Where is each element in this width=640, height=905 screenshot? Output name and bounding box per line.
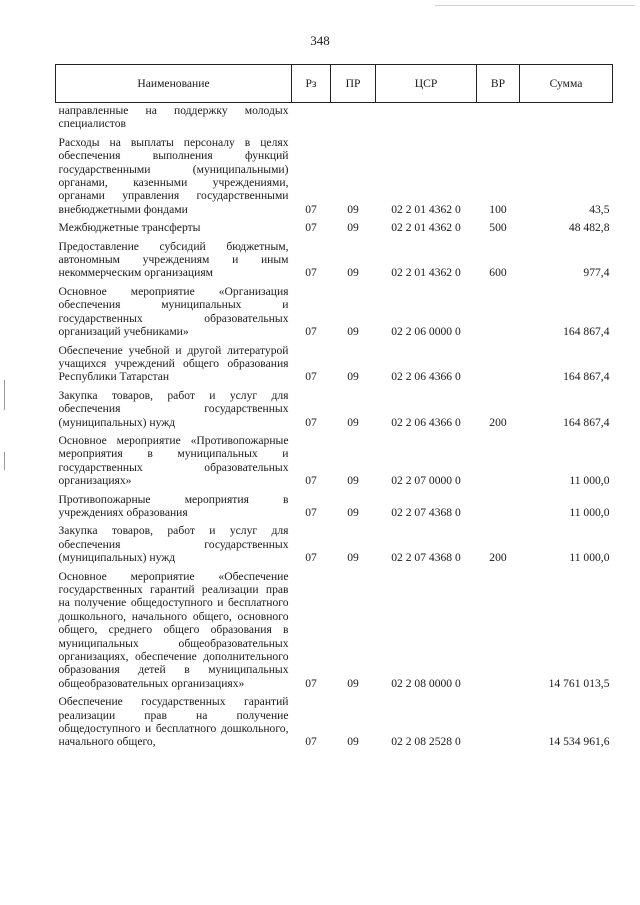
row-vr: 100 bbox=[489, 202, 507, 216]
row-name: Обеспечение учебной и другой литературой учащихся учреждений общего образования Республики Татарстан bbox=[58, 343, 289, 384]
row-pr: 09 bbox=[347, 551, 359, 565]
table-header-row bbox=[56, 65, 613, 103]
row-rz: 07 bbox=[305, 221, 317, 235]
row-vr: 600 bbox=[489, 266, 507, 280]
row-pr: 09 bbox=[347, 505, 359, 519]
page-number: 348 bbox=[310, 33, 330, 48]
row-sum: 11 000,0 bbox=[569, 474, 610, 488]
row-name: Межбюджетные трансферты bbox=[58, 221, 201, 235]
header-rz: Рз bbox=[292, 65, 331, 103]
table-row bbox=[56, 491, 613, 523]
row-rz: 07 bbox=[305, 370, 317, 384]
row-sum: 11 000,0 bbox=[569, 551, 610, 565]
row-sum: 164 867,4 bbox=[563, 325, 610, 339]
row-sum: 14 534 961,6 bbox=[548, 735, 610, 749]
row-csr: 02 2 01 4362 0 bbox=[391, 221, 461, 235]
row-name: Расходы на выплаты персоналу в целях обеспечения выполнения функций государственными (муниципальными) органами, казенными учреждениями, органами управления государственными внебюджетными фондами bbox=[58, 135, 289, 216]
row-pr: 09 bbox=[347, 474, 359, 488]
row-vr: 200 bbox=[489, 415, 507, 429]
row-csr: 02 2 06 4366 0 bbox=[391, 370, 461, 384]
row-name: Противопожарные мероприятия в учреждениях образования bbox=[58, 492, 289, 519]
row-sum: 164 867,4 bbox=[563, 415, 610, 429]
table-row bbox=[56, 568, 613, 694]
row-rz: 07 bbox=[305, 735, 317, 749]
row-sum: 43,5 bbox=[589, 202, 610, 216]
row-sum bbox=[520, 103, 613, 134]
row-name: направленные на поддержку молодых специалистов bbox=[58, 104, 289, 131]
row-name: Закупка товаров, работ и услуг для обеспечения государственных (муниципальных) нужд bbox=[58, 388, 289, 429]
row-pr: 09 bbox=[347, 325, 359, 339]
table-row bbox=[56, 134, 613, 219]
table-row bbox=[56, 342, 613, 387]
table-row bbox=[56, 283, 613, 342]
table-row bbox=[56, 103, 613, 134]
row-vr: 200 bbox=[489, 551, 507, 565]
row-sum: 48 482,8 bbox=[568, 221, 610, 235]
table-row bbox=[56, 238, 613, 283]
row-pr: 09 bbox=[347, 370, 359, 384]
row-csr: 02 2 07 4368 0 bbox=[391, 551, 461, 565]
row-vr bbox=[477, 568, 520, 694]
row-vr bbox=[477, 283, 520, 342]
row-rz: 07 bbox=[305, 474, 317, 488]
row-csr bbox=[376, 103, 477, 134]
row-pr: 09 bbox=[347, 202, 359, 216]
header-csr: ЦСР bbox=[376, 65, 477, 103]
row-pr: 09 bbox=[347, 266, 359, 280]
row-pr: 09 bbox=[347, 415, 359, 429]
row-name: Закупка товаров, работ и услуг для обеспечения государственных (муниципальных) нужд bbox=[58, 524, 289, 565]
row-csr: 02 2 07 0000 0 bbox=[391, 474, 461, 488]
row-csr: 02 2 08 2528 0 bbox=[391, 735, 461, 749]
row-pr: 09 bbox=[347, 735, 359, 749]
table-row bbox=[56, 387, 613, 432]
header-pr: ПР bbox=[331, 65, 376, 103]
row-sum: 11 000,0 bbox=[569, 505, 610, 519]
row-sum: 14 761 013,5 bbox=[548, 676, 610, 690]
table-row bbox=[56, 219, 613, 237]
row-vr bbox=[477, 693, 520, 752]
row-rz: 07 bbox=[305, 325, 317, 339]
row-vr: 500 bbox=[489, 221, 507, 235]
scan-edge-line bbox=[435, 5, 635, 6]
row-vr bbox=[477, 491, 520, 523]
scan-margin-mark bbox=[4, 380, 5, 410]
row-csr: 02 2 08 0000 0 bbox=[391, 676, 461, 690]
row-rz: 07 bbox=[305, 415, 317, 429]
row-name: Обеспечение государственных гарантий реализации прав на получение общедоступного и бесплатного дошкольного, начального общего, bbox=[58, 695, 289, 749]
row-name: Основное мероприятие «Противопожарные мероприятия в муниципальных и государственных образовательных организациях» bbox=[58, 433, 289, 488]
row-csr: 02 2 06 4366 0 bbox=[391, 415, 461, 429]
header-vr: ВР bbox=[477, 65, 520, 103]
row-rz: 07 bbox=[305, 676, 317, 690]
row-rz: 07 bbox=[305, 551, 317, 565]
table-row bbox=[56, 432, 613, 491]
header-sum: Сумма bbox=[520, 65, 613, 103]
row-pr bbox=[331, 103, 376, 134]
budget-table bbox=[55, 64, 613, 752]
row-csr: 02 2 06 0000 0 bbox=[391, 325, 461, 339]
row-name: Предоставление субсидий бюджетным, автономным учреждениям и иным некоммерческим организациям bbox=[58, 239, 289, 280]
row-pr: 09 bbox=[347, 676, 359, 690]
table-row bbox=[56, 693, 613, 752]
row-name: Основное мероприятие «Организация обеспечения муниципальных и государственных образовательных организаций учебниками» bbox=[58, 284, 289, 339]
row-pr: 09 bbox=[347, 221, 359, 235]
row-vr bbox=[477, 342, 520, 387]
row-sum: 977,4 bbox=[583, 266, 610, 280]
header-name: Наименование bbox=[56, 65, 292, 103]
row-csr: 02 2 07 4368 0 bbox=[391, 505, 461, 519]
row-sum: 164 867,4 bbox=[563, 370, 610, 384]
row-csr: 02 2 01 4362 0 bbox=[391, 202, 461, 216]
row-vr bbox=[477, 103, 520, 134]
scan-margin-mark bbox=[4, 452, 5, 470]
row-rz bbox=[292, 103, 331, 134]
row-name: Основное мероприятие «Обеспечение государственных гарантий реализации прав на получение общедоступного и бесплатного дошкольного, начального общего, основного общего, среднего общего образования в муниципальных общеобразовательных организациях, обеспечение дополнительного образования детей в муниципальных общеобразовательных организациях» bbox=[58, 569, 289, 690]
row-csr: 02 2 01 4362 0 bbox=[391, 266, 461, 280]
table-row bbox=[56, 522, 613, 567]
row-rz: 07 bbox=[305, 202, 317, 216]
row-rz: 07 bbox=[305, 505, 317, 519]
row-vr bbox=[477, 432, 520, 491]
row-rz: 07 bbox=[305, 266, 317, 280]
